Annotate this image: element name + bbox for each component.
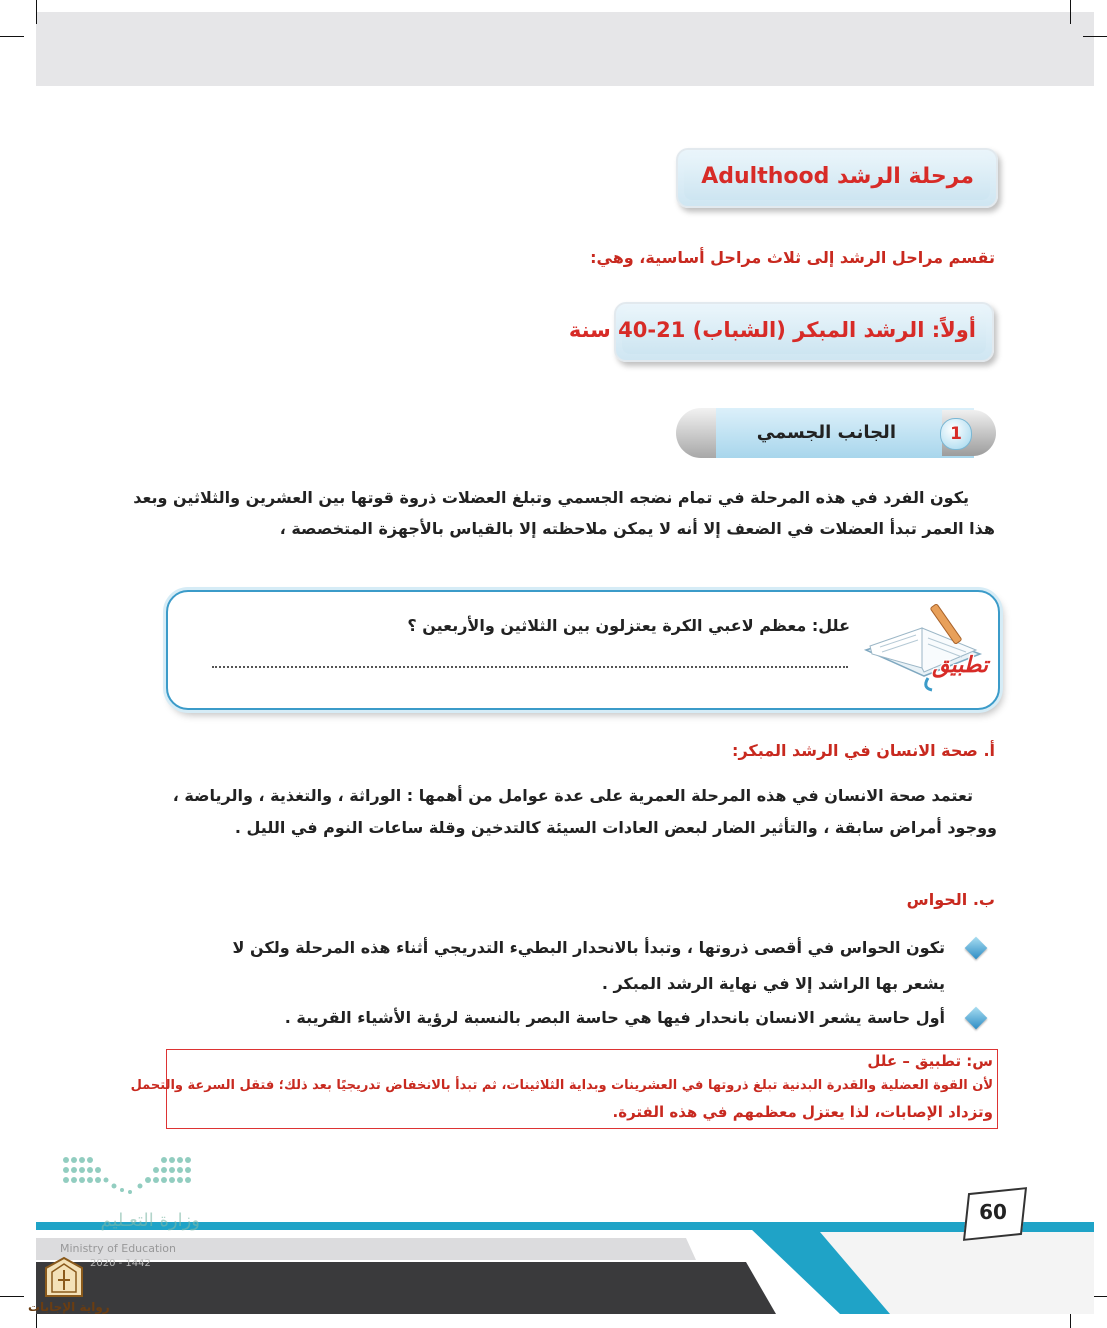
answer-line-1: لأن القوة العضلية والقدرة البدنية تبلغ ذروتها في العشرينات وبداية الثلاثينات، ثم تبدأ بالانخفاض تدريجيًا بعد ذلك؛ فتقل السرعة والتحمل [130,1078,993,1093]
section-tab [676,408,996,458]
top-header-band [36,12,1094,86]
ministry-logo-icon [60,1152,200,1202]
section-a-line-2: ووجود أمراض سابقة ، والتأثير الضار لبعض العادات السيئة كالتدخين وقلة ساعات النوم في الليل . [234,818,997,837]
crop-mark [0,1296,24,1297]
crop-mark [1070,0,1071,24]
section-number: 1 [950,424,962,444]
page-number: 60 [979,1200,1007,1224]
application-box [166,590,1000,710]
lesson-title-box [676,148,998,208]
bullet-diamond-icon [965,937,988,960]
crop-mark [36,0,37,24]
section-b-bullet-1-line-2: يشعر بها الراشد إلا في نهاية الرشد المبكر . [601,974,945,993]
section-title: الجانب الجسمي [756,422,896,443]
footer-dark-band [36,1262,776,1314]
section-a-line-1: تعتمد صحة الانسان في هذه المرحلة العمرية على عدة عوامل من أهمها : الوراثة ، والتغذية ، والرياضة ، [172,786,973,805]
application-label: تطبيق [932,652,988,678]
watermark-emblem-icon [42,1256,86,1302]
lesson-intro: تقسم مراحل الرشد إلى ثلاث مراحل أساسية، وهي: [590,248,995,267]
section-number-badge [940,418,972,450]
crop-mark [0,36,24,37]
application-question: علل: معظم لاعبي الكرة يعتزلون بين الثلاثين والأربعين ؟ [407,616,850,635]
stage-heading-box [568,302,994,362]
bullet-diamond-icon [965,1007,988,1030]
stage-heading: أولاً: الرشد المبكر (الشباب) 21-40 سنة [568,318,976,342]
answer-dotted-line[interactable] [212,666,848,668]
section-b-bullet-1-line-1: تكون الحواس في أقصى ذروتها ، وتبدأ بالانحدار البطيء التدريجي أثناء هذه المرحلة ولكن لا [232,938,945,957]
crop-mark [1083,36,1107,37]
answer-line-2: وتزداد الإصابات، لذا يعتزل معظمهم في هذه الفترة. [612,1103,993,1121]
ministry-name-en: Ministry of Education [60,1242,177,1255]
section-b-bullet-2: أول حاسة يشعر الانسان بانحدار فيها هي حاسة البصر بالنسبة لرؤية الأشياء القريبة . [284,1008,945,1027]
section-paragraph-line-2: هذا العمر تبدأ العضلات في الضعف إلا أنه لا يمكن ملاحظته إلا بالقياس بالأجهزة المتخصصة ، [279,519,995,538]
answer-label: س: تطبيق – علل [867,1052,993,1070]
section-a-heading: أ. صحة الانسان في الرشد المبكر: [732,741,995,760]
ministry-name-ar: وزارة التعـليم [100,1210,200,1231]
ministry-year: 2020 - 1442 [90,1258,151,1269]
answer-box [130,1049,998,1129]
section-b-heading: ب. الحواس [906,890,995,909]
watermark-text: رواية الإجابات [28,1300,110,1314]
section-paragraph-line-1: يكون الفرد في هذه المرحلة في تمام نضجه الجسمي وتبلغ العضلات ذروة قوتها بين العشرين والثلاثين وبعد [133,488,969,507]
lesson-title: مرحلة الرشد Adulthood [701,164,974,189]
